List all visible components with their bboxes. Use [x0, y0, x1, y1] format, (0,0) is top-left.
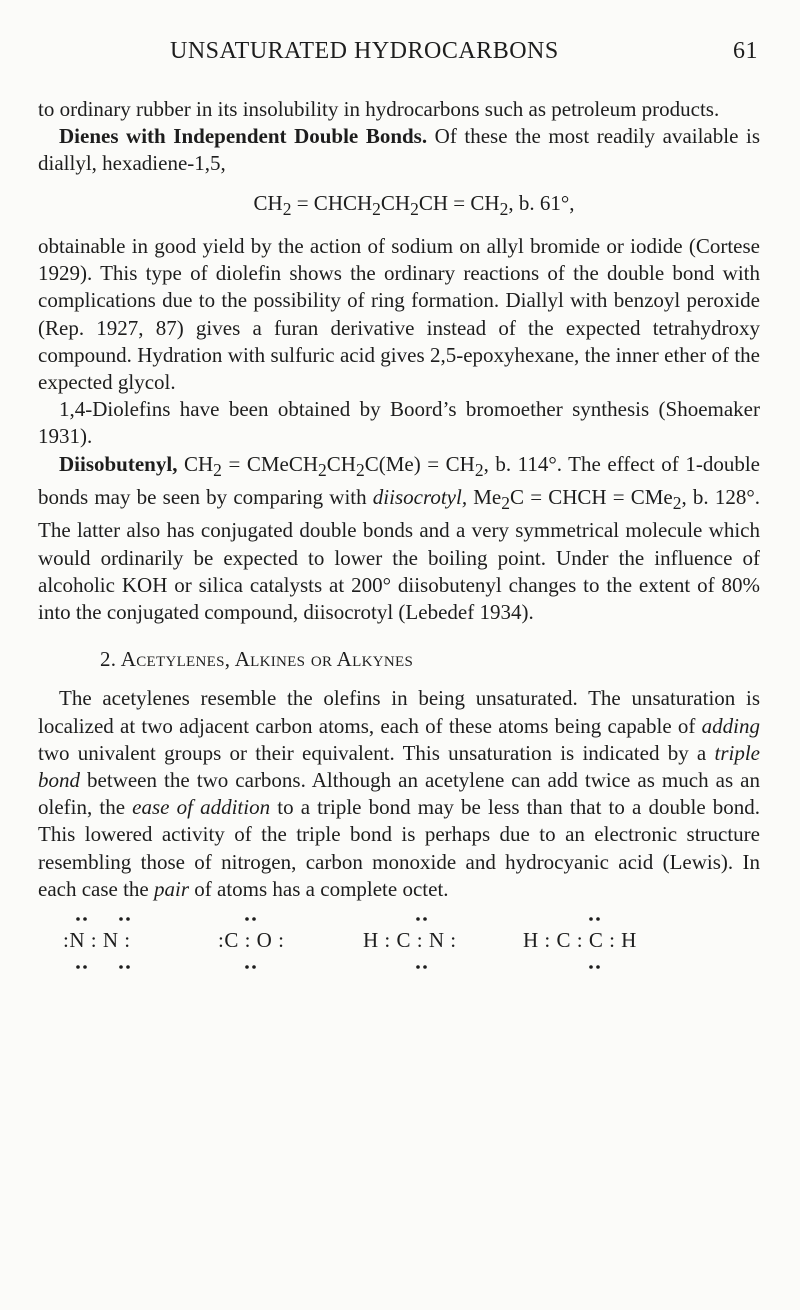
- paragraph-continuation: to ordinary rubber in its insolubility in hydrocarbons such as petroleum products.: [38, 97, 720, 121]
- section-number: 2.: [100, 647, 117, 672]
- running-title: UNSATURATED HYDROCARBONS: [170, 38, 559, 64]
- paragraph-diallyl: obtainable in good yield by the action of sodium on allyl bromide or iodide (Cortese 1929). This type of diolefin shows the ordinary reactions of the double bond with complications due to the possibility of ring formation. Diallyl with benzoyl peroxide (Rep. 1927, 87) gives a furan derivative instead of the expected tetrahydroxy compound. Hydration with sulfuric acid gives 2,5-epoxyhexane, the inner ether of the expected glycol.: [38, 234, 760, 395]
- formula-diallyl: $CH_2$ = $CHCH_2CH_2CH = CH_2$, b. 61°,: [253, 190, 575, 219]
- lewis-structures: [38, 911, 760, 981]
- running-header: [38, 38, 760, 78]
- lewis-carbon-monoxide: :C : O :: [218, 928, 285, 953]
- section-heading: [38, 646, 760, 673]
- paragraph-heading: Dienes with Independent Double Bonds.: [59, 124, 428, 149]
- paragraph-diisobutenyl: Diisobutenyl, $CH_2$ = $CMeCH_2CH_2C(Me) = CH_2$, b. 114°. The effect of 1-double bonds may be seen by comparing with diisocrotyl, $Me_2C$ = CHCH = CMe$_2$, b. 128°. The latter also has conjugated double bonds and a very symmetrical molecule which would ordinarily be expected to lower the boiling point. Under the influence of alcoholic KOH or silica catalysts at 200° diisobutenyl changes to the extent of 80% into the conjugated compound, diisocrotyl (Lebedef 1934).: [38, 451, 760, 625]
- page-body: [38, 96, 760, 981]
- section-title: Acetylenes, Alkines or Alkynes: [120, 647, 414, 672]
- paragraph-heading: Diisobutenyl,: [59, 451, 178, 476]
- lewis-hydrocyanic-acid: H : C : N :: [363, 928, 457, 953]
- lewis-acetylene: H : C : C : H: [523, 928, 637, 953]
- paragraph-dienes: [38, 123, 760, 177]
- lewis-nitrogen: :N : N :: [63, 928, 131, 953]
- page-number: 61: [733, 38, 758, 64]
- paragraph-diolefins: 1,4-Diolefins have been obtained by Boord’s bromoether synthesis (Shoemaker 1931).: [38, 397, 760, 449]
- paragraph-text: Of these the most readily available is diallyl, hexadiene-1,5,: [38, 124, 760, 176]
- paragraph-acetylenes: The acetylenes resemble the olefins in being unsaturated. The unsaturation is localized at two adjacent carbon atoms, each of these atoms being capable of adding two univalent groups or their equivalent. This unsaturation is indicated by a triple bond between the two carbons. Although an acetylene can add twice as much as an olefin, the ease of addition to a triple bond may be less than that to a double bond. This lowered activity of the triple bond is perhaps due to an electronic structure resembling those of nitrogen, carbon monoxide and hydrocyanic acid (Lewis). In each case the pair of atoms has a complete octet.: [38, 686, 761, 901]
